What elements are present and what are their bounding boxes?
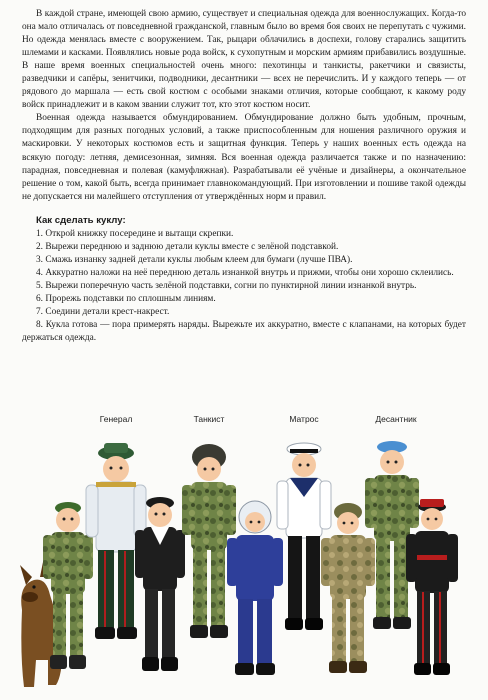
sailor-figure	[277, 443, 331, 630]
instruction-step: 4. Аккуратно наложи на неё переднюю деталь изнанкой внутрь и прижми, чтобы они хорошо склеились.	[36, 267, 454, 278]
label-tankist: Танкист	[193, 414, 225, 424]
instruction-step: 2. Вырежи переднюю и заднюю детали куклы вместе с зелёной подставкой.	[36, 241, 339, 252]
instruction-step: 8. Кукла готова — пора примерять наряды. Вырежьте их аккуратно, вместе с клапанами, на которых будет держаться одежда.	[22, 320, 466, 344]
instruction-step: 5. Вырежи поперечную часть зелёной подставки, согни по пунктирной линии изнанкой внутрь.	[36, 280, 417, 291]
label-general: Генерал	[99, 414, 133, 424]
intro-paragraph: Военная одежда называется обмундированием. Обмундирование должно быть удобным, прочным, подходящим для разных погодных условий, а также приспособленным для ношения различного оружия и маскировки. У некоторых костюмов есть и защитная функция. Теперь у наших военных есть одежда на всякую погоду: летняя, демисезонная, зимняя. Вся военная одежда различается также и по назначению: парадная, повседневная и полевая (камуфляжная). Разрабатывали её учёные и дизайнеры, а окончательное решение о том, какой быть, всегда принимает главнокомандующий. При изготовлении и пошиве такой одежды не допускается ни малейшего отступления от утверждённых норм и правил.	[22, 113, 466, 202]
uniform-illustration	[0, 405, 488, 700]
soldier-figures	[0, 405, 488, 700]
instruction-step: 1. Открой книжку посередине и вытащи скрепки.	[36, 228, 234, 239]
article-text	[22, 8, 466, 345]
intro-paragraph: В каждой стране, имеющей свою армию, существует и специальная одежда для военнослужащих. Когда-то она мало отличалась от повседневной гражданской, главным было во время боя своих не перепутать с чужими. Но одежда менялась вместе с вооружением. Так, рыцари облачились в доспехи, голову старались защитить шлемами и касками. Появлялись новые рода войск, к сухопутным и морским армиям прибавились воздушные. В наше время военных специальностей очень много: пехотинцы и танкисты, ракетчики и связисты, разведчики и сапёры, зенитчики, подводники, десантники — всех не перечислить. И у каждого теперь — от рядового до маршала — есть свой костюм с особыми знаками отличия, которые сообщают, к какому роду войск принадлежит и в каком звании служит тот, кто этот костюм носит.	[22, 9, 466, 111]
label-sailor: Матрос	[289, 414, 319, 424]
label-paratrooper: Десантник	[375, 414, 417, 424]
instruction-step: 3. Смажь изнанку задней детали куклы любым клеем для бумаги (лучше ПВА).	[36, 254, 353, 265]
instruction-step: 6. Прорежь подставки по сплошным линиям.	[36, 293, 216, 304]
instruction-step: 7. Соедини детали крест-накрест.	[36, 307, 170, 318]
instructions-title: Как сделать куклу:	[36, 214, 126, 226]
instructions-list	[22, 228, 466, 345]
